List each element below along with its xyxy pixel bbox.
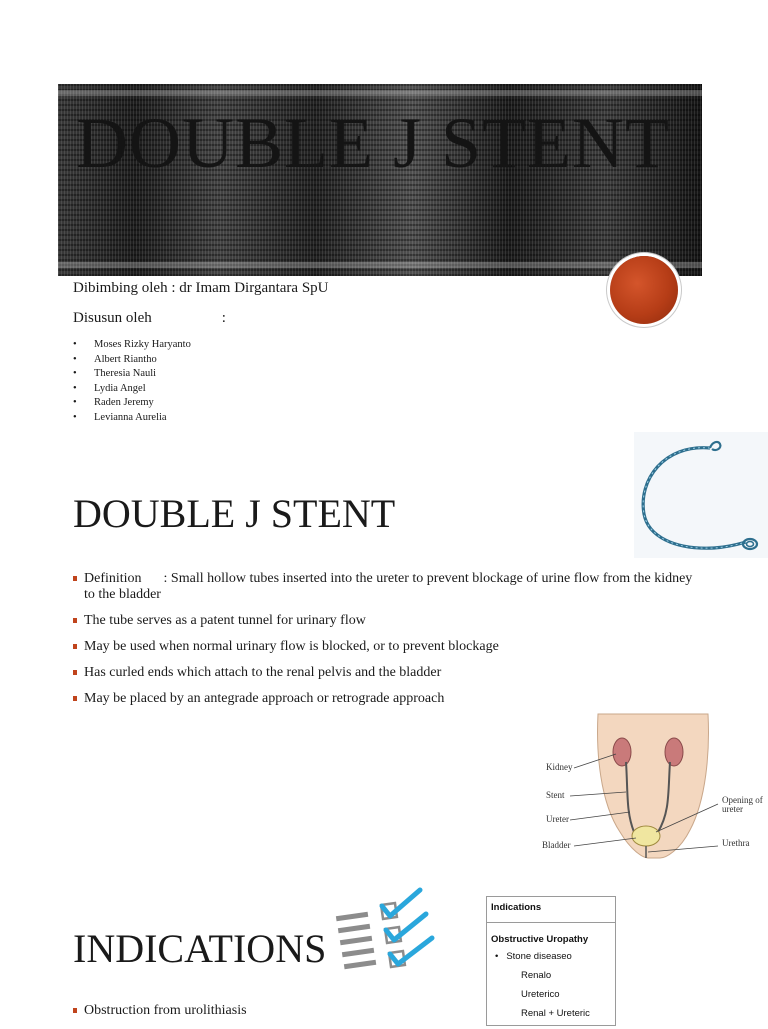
stent-image — [634, 432, 768, 558]
title-banner — [58, 84, 702, 276]
table-subitem: Renal + Ureteric — [521, 1008, 590, 1019]
slide-title: DOUBLE J STENT — [76, 103, 670, 183]
section-title: INDICATIONS — [73, 926, 327, 971]
bullet-item: Obstruction from urolithiasis — [73, 1003, 373, 1019]
label-stent: Stent — [546, 790, 565, 800]
author-item: • Levianna Aurelia — [73, 411, 191, 426]
bullet-list — [73, 1003, 373, 1029]
supervisor-line: Dibimbing oleh : dr Imam Dirgantara SpU — [73, 280, 329, 296]
bullet-item: May be used when normal urinary flow is blocked, or to prevent blockage — [73, 639, 693, 655]
banner-stripe — [58, 90, 702, 96]
label-urethra: Urethra — [722, 838, 750, 848]
banner-stripe — [58, 262, 702, 268]
author-item: • Albert Riantho — [73, 353, 191, 368]
checklist-icon — [330, 884, 440, 982]
definition-label: Definition — [84, 571, 142, 586]
compiled-by-label: Disusun oleh — [73, 310, 152, 326]
bullet-item: The tube serves as a patent tunnel for urinary flow — [73, 613, 693, 629]
table-subitem: Renalo — [521, 970, 552, 981]
label-opening-of-ureter: Opening of ureter — [722, 795, 763, 814]
compiled-by-separator: : — [221, 310, 226, 326]
bullet-item: May be placed by an antegrade approach or retrograde approach — [73, 691, 693, 707]
table-section: Obstructive Uropathy — [491, 934, 589, 945]
label-bladder: Bladder — [542, 840, 571, 850]
compiled-by-line — [73, 310, 226, 327]
author-item: • Moses Rizky Haryanto — [73, 338, 191, 353]
author-item: • Lydia Angel — [73, 382, 191, 397]
author-item: • Theresia Nauli — [73, 367, 191, 382]
section-title: DOUBLE J STENT — [73, 491, 396, 536]
bullet-item: Has curled ends which attach to the renal pelvis and the bladder — [73, 665, 693, 681]
bullet-list — [73, 571, 693, 717]
table-item: • Stone diseaseo — [487, 948, 615, 965]
label-ureter: Ureter — [546, 814, 569, 824]
indications-table — [486, 896, 616, 1026]
author-item: • Raden Jeremy — [73, 396, 191, 411]
definition-item — [73, 571, 693, 603]
table-header: Indications — [487, 897, 615, 923]
table-subitem: Ureterico — [521, 989, 560, 1000]
label-kidney: Kidney — [546, 762, 573, 772]
anatomy-diagram — [540, 712, 768, 862]
definition-text: : Small hollow tubes inserted into the ureter to prevent blockage of urine flow from the kidney to the bladder — [84, 571, 693, 602]
author-list — [73, 338, 191, 425]
decorative-circle — [610, 256, 678, 324]
